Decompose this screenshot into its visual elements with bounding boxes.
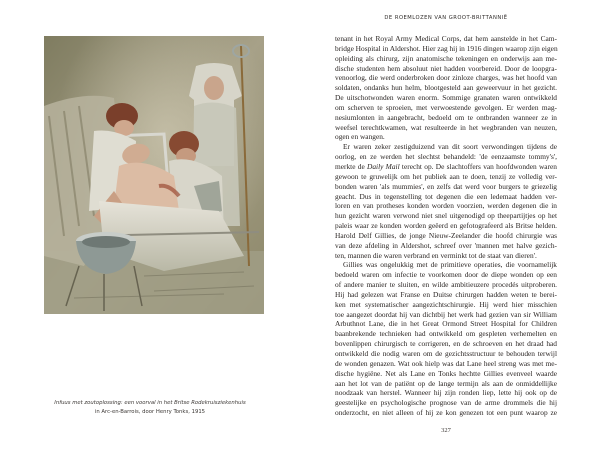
figure-caption [30,399,270,417]
text-line: venoorlog, die werd onderbroken door zinloze charges, was het hoofd van [335,73,557,83]
text-line: opleiding als chirurg, zijn anatomische tekeningen en onderwijs aan me- [335,53,557,63]
page-number: 327 [441,427,451,434]
caption-line-1: Infuus met zoutoplossing: een voorval in het Britse Rodekruisziekenhuis [54,400,246,406]
text-line: Harold Delf Gillies, de jonge Nieuw-Zeelander die hoofd chirurgie was [335,230,557,240]
text-line: ontwikkeld die nodig waren om de gezichtsstructuur te behouden terwijl [335,349,557,358]
painting-nurse-face [204,76,224,100]
running-head: DE ROEMLOZEN VAN GROOT-BRITTANNIË [384,15,508,21]
text-line: loren en van protheses konden worden voorzien, werden degenen die in [335,201,557,211]
right-page [300,0,600,460]
text-line: de wonden genazen. Wat ook hielp was dat Lane heel streng was met me- [335,358,557,368]
text-line: ten, mannen die waren verbrand en verminkt tot de staat van dieren'. [335,250,537,260]
text-line: nesiumlonten in aangebracht, bedoeld om te ontbranden wanneer ze in [335,112,557,122]
text-line: of andere manier te sluiten, en wilde ambitieuzere procedés uitproberen. [335,280,557,290]
text-line: weefsel terechtkwamen, wat resulteerde in het wegbranden van neuzen, [335,122,557,132]
text-line: van deze afdeling in Aldershot, schreef over 'mannen met halve gezich- [335,240,557,250]
painting-image [44,36,264,314]
figure-painting [44,36,264,314]
text-line: ogen en wangen. [335,132,385,142]
text-line: soldaten, ondanks hun helm, blootgesteld aan geweervuur in het gezicht. [335,83,557,93]
text-line: gewoon te gruwelijk om het publiek aan te doen, tenzij ze volledig ver- [335,171,557,181]
text-line: Arbuthnot Lane, die in het Great Ormond Street Hospital for Children [335,319,557,329]
text-line: baanbrekende technieken had ontwikkeld om gespleten verhemelten en [335,329,557,339]
text-segment: merkte de [335,161,368,171]
text-line: Gillies was ongelukkig met de primitieve operaties, die voornamelijk [343,260,557,270]
text-line: oorlog, en ze werden het slechtst behandeld: 'de eenzaamste tommy's', [335,152,557,162]
text-line: dische studenten hem absoluut niet hadden voorbereid. Door de loopgra- [335,63,557,73]
text-line: noodzaak van herstel. Wanneer hij zijn ronden liep, lette hij ook op de [335,388,557,398]
text-line [335,162,557,172]
publication-title: Daily Mail [367,161,400,171]
text-line: aan het lot van de patiënt op de lange termijn als aan de onmiddellijke [335,378,557,388]
text-line: geacht. Dus in tegenstelling tot degenen die een ledemaat hadden ver- [335,191,557,201]
text-line: bedoeld waren om infectie te voorkomen door de diepe wonden op een [335,270,557,280]
text-line: ken met systematischer aangezichtschirurgie. Hij werd hier misschien [335,299,557,309]
body-text [335,34,557,418]
text-segment: terecht op. De slachtoffers van hoofdwonden waren [399,161,557,171]
text-line: dische hygiëne. Net als Lane en Tonks hechtte Gillies evenveel waarde [335,368,557,378]
text-line: onderzocht, en niet alleen of hij ze kon genezen tot een punt waarop ze [335,408,557,418]
text-line: hun gezicht waren verwond niet snel uitgenodigd op theepartijtjes op het [335,211,557,221]
text-line: bonden waren 'als mummies', en zelfs dat werd voor burgers te griezelig [335,181,557,191]
text-line: tenant in het Royal Army Medical Corps, dat hem aanstelde in het Cam- [335,34,557,43]
caption-line-2: in Arc-en-Barrois, door Henry Tonks, 1915 [94,409,206,415]
text-line: bridge Hospital in Aldershot. Hier zag hij in 1916 dingen waarop zijn eigen [335,43,558,53]
text-line: geestelijke en psychologische prognose van de arme drommels die hij [335,398,557,408]
text-line: paleis waar ze konden worden geëerd en gefotografeerd als Britse helden. [335,221,557,231]
text-line: Hij had gelezen wat Franse en Duitse chirurgen hadden weten te berei- [335,289,557,299]
text-line: bovenlippen chirurgisch te corrigeren, en de schroeven en het draad had [335,339,557,349]
text-line: toe aangezet doordat hij van dichtbij het werk had gezien van sir William [335,309,557,319]
text-line: om scherven te sproeien, met verwoestende gevolgen. Er werden mag- [335,102,557,112]
text-line: Er waren zeker zestigduizend van dit soort verwondingen tijdens de [343,142,557,152]
text-line: De uitschotwonden waren enorm. Sommige granaten waren ontwikkeld [335,93,557,103]
